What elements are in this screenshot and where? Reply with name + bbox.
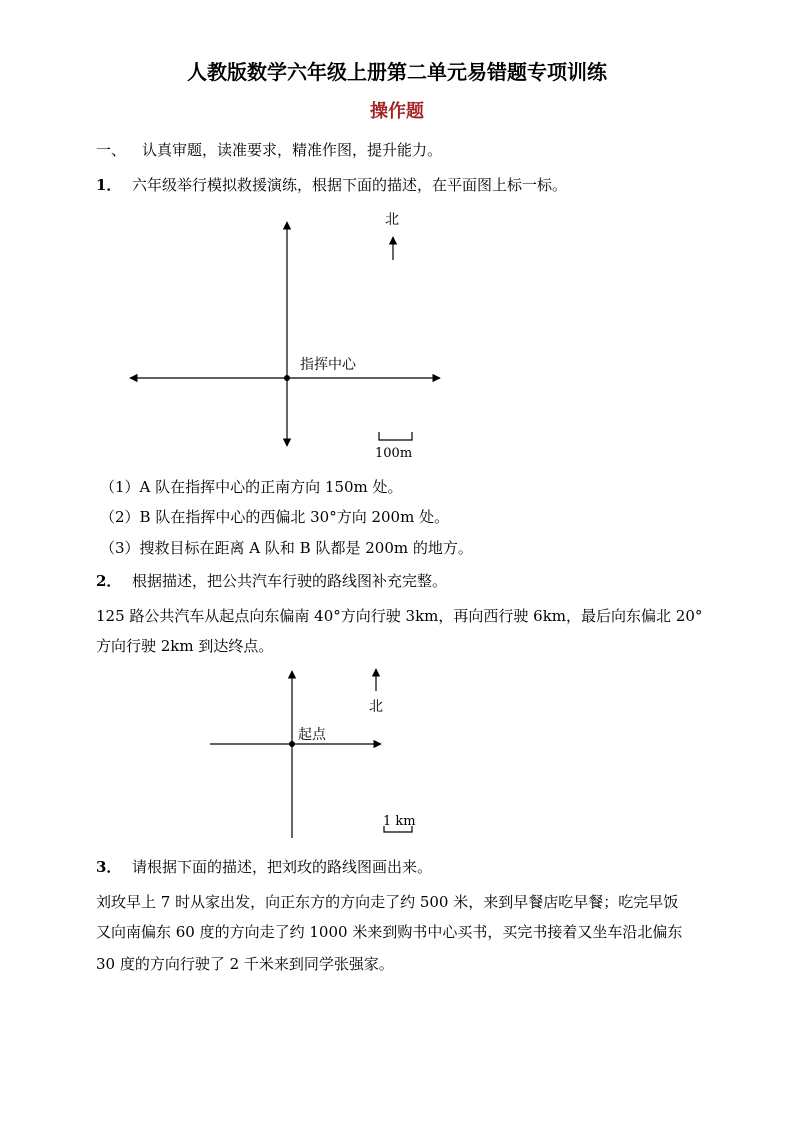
q1-item-2: （2）B 队在指挥中心的西偏北 30°方向 200m 处。 xyxy=(100,508,450,526)
q1-item-3: （3）搜救目标在距离 A 队和 B 队都是 200m 的地方。 xyxy=(100,539,473,557)
q2-number: 2． xyxy=(96,572,122,590)
page-subtitle: 操作题 xyxy=(370,101,424,122)
q3-description-line-3: 30 度的方向行驶了 2 千米来到同学张强家。 xyxy=(96,955,394,973)
q2-description-line-1: 125 路公共汽车从起点向东偏南 40°方向行驶 3km，再向西行驶 6km，最后向东偏北 20° xyxy=(96,607,703,625)
q3-description-line-2: 又向南偏东 60 度的方向走了约 1000 米来到购书中心买书，买完书接着又坐车沿北偏东 xyxy=(96,923,683,941)
q1-text: 六年级举行模拟救援演练，根据下面的描述，在平面图上标一标。 xyxy=(132,176,568,194)
q1-center-label: 指挥中心 xyxy=(300,357,356,373)
q1-scale-label: 100m xyxy=(375,446,413,461)
q1-number: 1． xyxy=(96,176,122,194)
q3-description-line-1: 刘玫早上 7 时从家出发，向正东方的方向走了约 500 米，来到早餐店吃早餐；吃完早饭 xyxy=(96,893,679,911)
q2-north-label: 北 xyxy=(369,699,383,715)
q1-center-point xyxy=(284,375,290,381)
q2-text: 根据描述，把公共汽车行驶的路线图补充完整。 xyxy=(132,572,448,590)
q2-description-line-2: 方向行驶 2km 到达终点。 xyxy=(96,637,274,655)
q1-item-1: （1）A 队在指挥中心的正南方向 150m 处。 xyxy=(100,478,403,496)
q3-number: 3． xyxy=(96,858,122,876)
q2-start-label: 起点 xyxy=(298,727,326,743)
q3-text: 请根据下面的描述，把刘玫的路线图画出来。 xyxy=(132,858,433,876)
q1-scale-bar xyxy=(379,432,412,440)
section-instruction: 认真审题，读准要求，精准作图，提升能力。 xyxy=(142,141,443,159)
page-title: 人教版数学六年级上册第二单元易错题专项训练 xyxy=(187,60,607,84)
section-number: 一、 xyxy=(96,141,127,159)
q2-scale-label: 1 km xyxy=(383,814,416,829)
q1-north-label: 北 xyxy=(385,212,399,228)
q2-start-point xyxy=(289,741,295,747)
